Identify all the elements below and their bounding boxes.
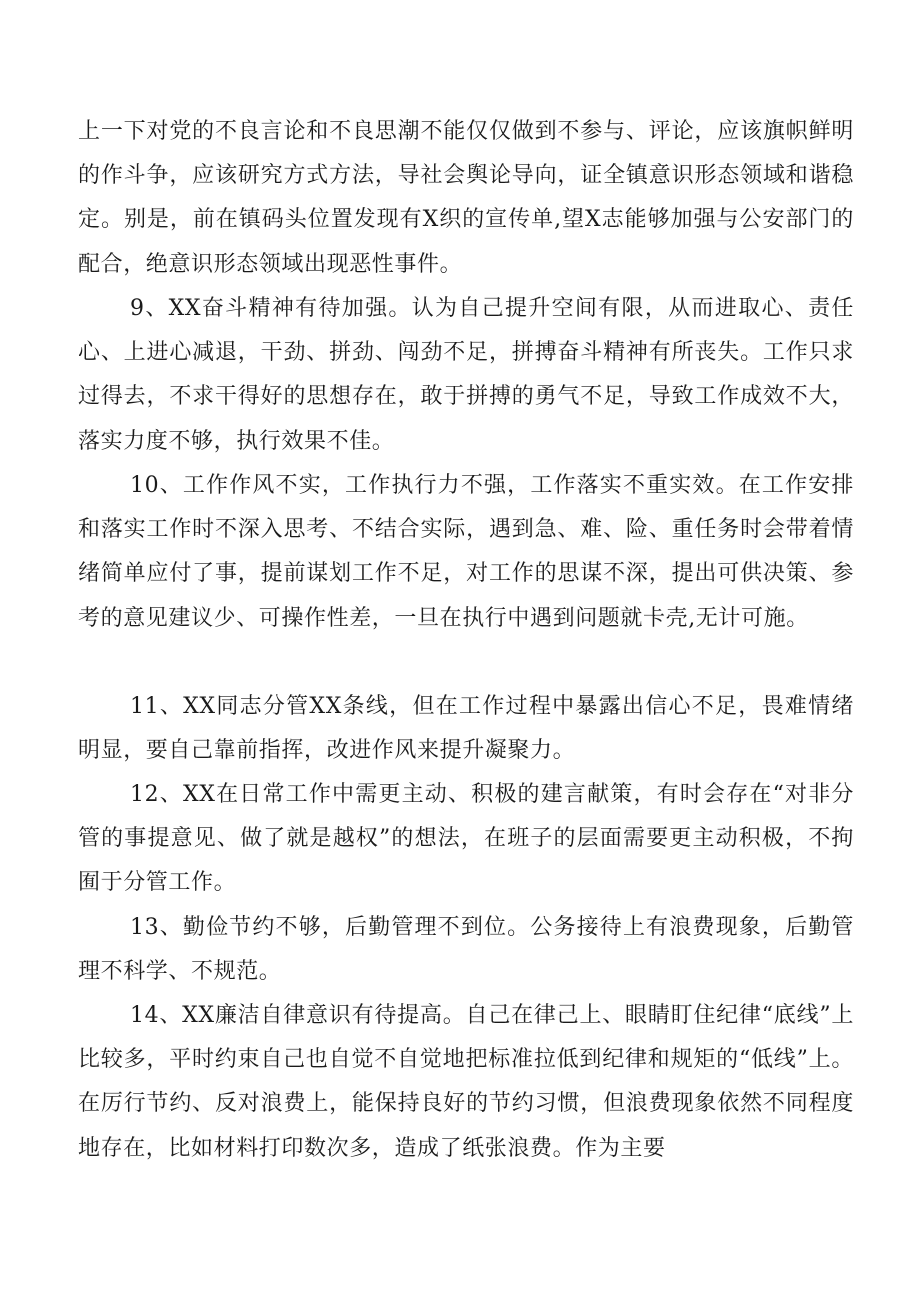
paragraph-continuation: 上一下对党的不良言论和不良思潮不能仅仅做到不参与、评论，应该旗帜鲜明的作斗争，应该研究方式方法，导社会舆论导向，证全镇意识形态领域和谐稳定。别是，前在镇码头位置发现有X织的宣传单,望X志能够加强与公安部门的配合，绝意识形态领域出现恶性事件。: [78, 119, 854, 277]
paragraph-item-13: 13、勤俭节约不够，后勤管理不到位。公务接待上有浪费现象，后勤管理不科学、不规范。: [78, 915, 854, 985]
paragraph-item-11: 11、XX同志分管XX条线，但在工作过程中暴露出信心不足，畏难情绪明显，要自己靠前指挥，改进作风来提升凝聚力。: [78, 694, 854, 764]
paragraph-item-12: 12、XX在日常工作中需更主动、积极的建言献策，有时会存在“对非分管的事提意见、做了就是越权”的想法，在班子的层面需要更主动积极，不拘囿于分管工作。: [78, 782, 854, 896]
paragraph-item-10: 10、工作作风不实，工作执行力不强，工作落实不重实效。在工作安排和落实工作时不深入思考、不结合实际，遇到急、难、险、重任务时会带着情绪简单应付了事，提前谋划工作不足，对工作的思谋不深，提出可供决策、参考的意见建议少、可操作性差，一旦在执行中遇到问题就卡壳,无计可施。: [78, 473, 854, 631]
paragraph-item-9: 9、XX奋斗精神有待加强。认为自己提升空间有限，从而进取心、责任心、上进心减退，干劲、拼劲、闯劲不足，拼搏奋斗精神有所丧失。工作只求过得去，不求干得好的思想存在，敢于拼搏的勇气不足，导致工作成效不大，落实力度不够，执行效果不佳。: [78, 296, 854, 454]
paragraph-item-14: 14、XX廉洁自律意识有待提高。自己在律己上、眼睛盯住纪律“底线”上比较多，平时约束自己也自觉不自觉地把标准拉低到纪律和规矩的“低线”上。在厉行节约、反对浪费上，能保持良好的节约习惯，但浪费现象依然不同程度地存在，比如材料打印数次多，造成了纸张浪费。作为主要: [78, 1003, 854, 1161]
